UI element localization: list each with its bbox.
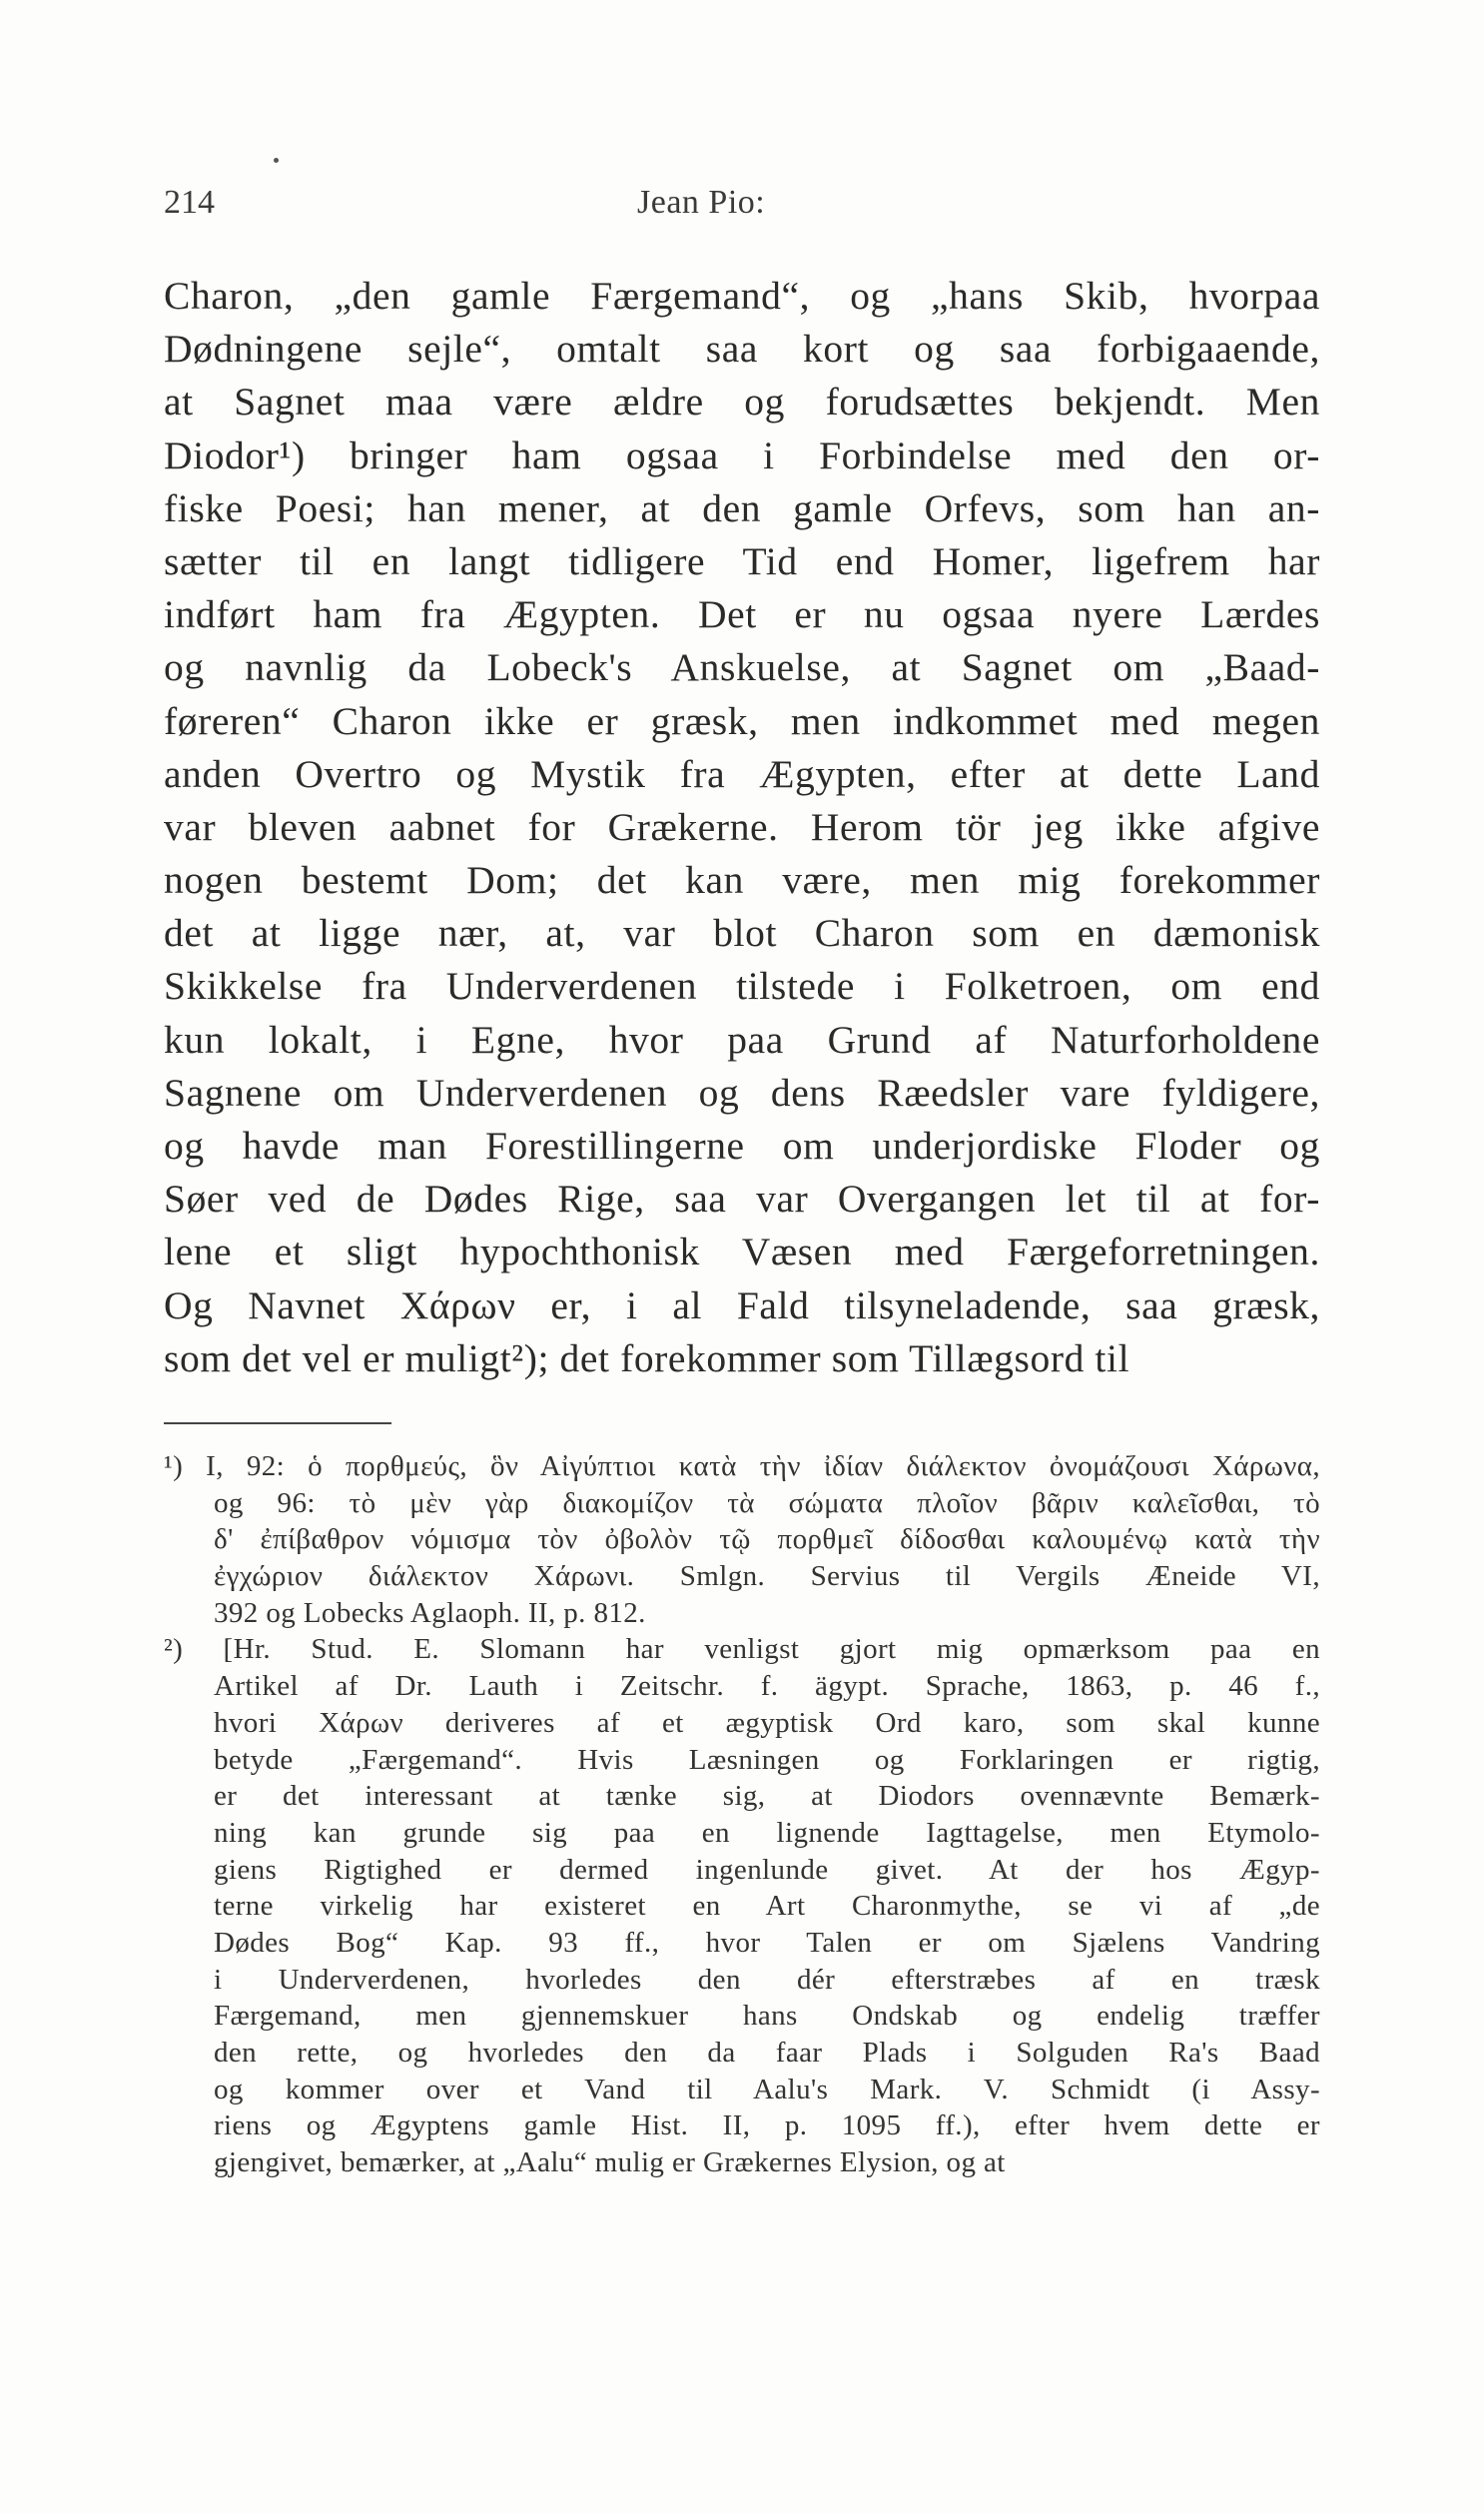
- page-header: [164, 184, 1322, 234]
- footnote-line: δ' ἐπίβαθρον νόμισμα τὸν ὀβολὸν τῷ πορθμεῖ δίδοσθαι καλουμένῳ κατὰ τὴν: [214, 1523, 1320, 1556]
- body-line: var bleven aabnet for Grækerne. Herom tör jeg ikke afgive: [164, 804, 1320, 849]
- footnote-rule: [164, 1422, 391, 1424]
- body-line: Diodor¹) bringer ham ogsaa i Forbindelse med den or-: [164, 432, 1320, 477]
- footnote-line: gjengivet, bemærker, at „Aalu“ mulig er Grækernes Elysion, og at: [214, 2146, 1006, 2179]
- body-line: Sagnene om Underverdenen og dens Ræedsler vare fyldigere,: [164, 1070, 1320, 1115]
- body-line: anden Overtro og Mystik fra Ægypten, efter at dette Land: [164, 751, 1320, 796]
- footnote-line: i Underverdenen, hvorledes den dér efterstræbes af en træsk: [214, 1963, 1320, 1996]
- running-head: Jean Pio:: [637, 184, 766, 221]
- footnote-line: og kommer over et Vand til Aalu's Mark. V. Schmidt (i Assy-: [214, 2073, 1320, 2105]
- footnote-line: Dødes Bog“ Kap. 93 ff., hvor Talen er om Sjælens Vandring: [214, 1926, 1320, 1959]
- print-speck: [274, 158, 279, 163]
- footnote-line: er det interessant at tænke sig, at Diodors ovennævnte Bemærk-: [214, 1780, 1320, 1813]
- body-line: og navnlig da Lobeck's Anskuelse, at Sagnet om „Baad-: [164, 645, 1320, 690]
- footnote-line: Artikel af Dr. Lauth i Zeitschr. f. ägypt. Sprache, 1863, p. 46 f.,: [214, 1670, 1320, 1703]
- footnote-line: terne virkelig har existeret en Art Charonmythe, se vi af „de: [214, 1890, 1320, 1923]
- footnote-line: den rette, og hvorledes den da faar Plads i Solguden Ra's Baad: [214, 2037, 1320, 2069]
- body-line: Søer ved de Dødes Rige, saa var Overgangen let til at for-: [164, 1177, 1320, 1222]
- body-line: Og Navnet Χάρων er, i al Fald tilsyneladende, saa græsk,: [164, 1282, 1320, 1327]
- footnote-line: ning kan grunde sig paa en lignende Iagttagelse, men Etymolo-: [214, 1816, 1320, 1849]
- footnote-line: og 96: τὸ μὲν γὰρ διακομίζον τὰ σώματα πλοῖον βᾶριν καλεῖσθαι, τὸ: [214, 1486, 1320, 1519]
- footnote-line: hvori Χάρων deriveres af et ægyptisk Ord karo, som skal kunne: [214, 1706, 1320, 1739]
- footnote-line: ἐγχώριον διάλεκτον Χάρωνι. Smlgn. Servius til Vergils Æneide VI,: [214, 1560, 1320, 1593]
- page-number: 214: [164, 184, 215, 221]
- footnote-line: Færgemand, men gjennemskuer hans Ondskab og endelig træffer: [214, 2000, 1320, 2033]
- body-line: sætter til en langt tidligere Tid end Homer, ligefrem har: [164, 538, 1320, 583]
- body-line: Dødningene sejle“, omtalt saa kort og saa forbigaaende,: [164, 327, 1320, 372]
- footnote-line: ²) [Hr. Stud. E. Slomann har venligst gjort mig opmærksom paa en: [164, 1633, 1320, 1666]
- body-line: kun lokalt, i Egne, hvor paa Grund af Naturforholdene: [164, 1017, 1320, 1062]
- footnote-line: 392 og Lobecks Aglaoph. II, p. 812.: [214, 1596, 646, 1629]
- footnote-line: ¹) I, 92: ὁ πορθμεύς, ὃν Αἰγύπτιοι κατὰ τὴν ἰδίαν διάλεκτον ὀνομάζουσι Χάρωνα,: [164, 1450, 1320, 1482]
- body-line: Skikkelse fra Underverdenen tilstede i Folketroen, om end: [164, 964, 1320, 1009]
- main-text: [164, 270, 1320, 1385]
- body-line: som det vel er muligt²); det forekommer som Tillægsord til: [164, 1335, 1130, 1380]
- footnote-line: betyde „Færgemand“. Hvis Læsningen og Forklaringen er rigtig,: [214, 1743, 1320, 1776]
- body-line: det at ligge nær, at, var blot Charon som en dæmonisk: [164, 911, 1320, 956]
- body-line: nogen bestemt Dom; det kan være, men mig forekommer: [164, 858, 1320, 903]
- footnotes: [164, 1448, 1320, 2181]
- body-line: at Sagnet maa være ældre og forudsættes bekjendt. Men: [164, 380, 1320, 424]
- footnote-line: giens Rigtighed er dermed ingenlunde givet. At der hos Ægyp-: [214, 1853, 1320, 1886]
- body-line: føreren“ Charon ikke er græsk, men indkommet med megen: [164, 698, 1320, 743]
- body-line: og havde man Forestillingerne om underjordiske Floder og: [164, 1124, 1320, 1168]
- body-line: indført ham fra Ægypten. Det er nu ogsaa nyere Lærdes: [164, 592, 1320, 637]
- body-line: lene et sligt hypochthonisk Væsen med Færgeforretningen.: [164, 1230, 1320, 1274]
- body-line: fiske Poesi; han mener, at den gamle Orfevs, som han an-: [164, 485, 1320, 530]
- body-line: Charon, „den gamle Færgemand“, og „hans Skib, hvorpaa: [164, 274, 1320, 318]
- footnote-line: riens og Ægyptens gamle Hist. II, p. 1095 ff.), efter hvem dette er: [214, 2109, 1320, 2142]
